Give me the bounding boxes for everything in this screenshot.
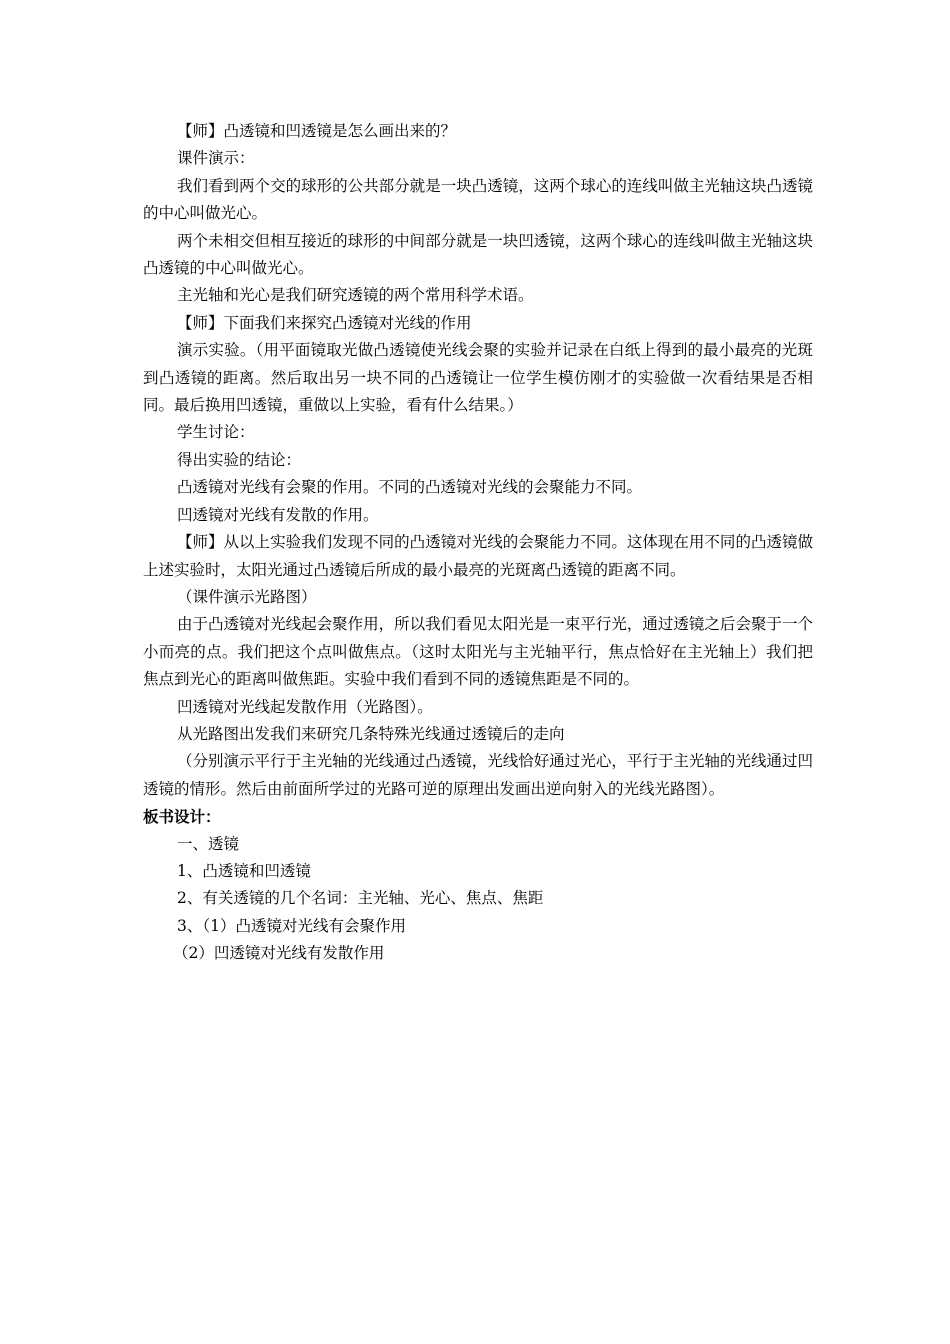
paragraph-terms: 主光轴和光心是我们研究透镜的两个常用科学术语。 — [177, 286, 534, 305]
paragraph-concave-lens-definition: 两个未相交但相互接近的球形的中间部分就是一块凹透镜，这两个球心的连线叫做主光轴这块凸透镜的中心叫做光心。 — [143, 231, 813, 278]
document-body — [143, 118, 813, 968]
paragraph-convex-conclusion: 凸透镜对光线有会聚的作用。不同的凸透镜对光线的会聚能力不同。 — [177, 478, 643, 497]
board-item: 一、透镜 — [177, 834, 240, 853]
paragraph-conclusion-heading: 得出实验的结论： — [177, 450, 302, 469]
paragraph-concave-conclusion: 凹透镜对光线有发散的作用。 — [177, 505, 379, 524]
paragraph-concave-diverge: 凹透镜对光线起发散作用（光路图）。 — [177, 697, 433, 716]
paragraph-convex-lens-definition: 我们看到两个交的球形的公共部分就是一块凸透镜，这两个球心的连线叫做主光轴这块凸透镜的中心叫做光心。 — [143, 176, 813, 223]
paragraph-courseware-demo: 课件演示： — [177, 149, 255, 168]
board-item: （2）凹透镜对光线有发散作用 — [173, 944, 385, 963]
paragraph-special-rays: 从光路图出发我们来研究几条特殊光线通过透镜后的走向 — [177, 724, 565, 743]
paragraph-teacher-question: 【师】凸透镜和凹透镜是怎么画出来的？ — [177, 122, 457, 140]
board-item: 2、有关透镜的几个名词：主光轴、光心、焦点、焦距 — [177, 889, 544, 908]
paragraph-demo-experiment: 演示实验。（用平面镜取光做凸透镜使光线会聚的实验并记录在白纸上得到的最小最亮的光斑到凸透镜的距离。然后取出另一块不同的凸透镜让一位学生模仿刚才的实验做一次看结果是否相同。最后换用凹透镜，重做以上实验，看有什么结果。） — [143, 341, 813, 415]
paragraph-ray-demos: （分别演示平行于主光轴的光线通过凸透镜，光线恰好通过光心，平行于主光轴的光线通过凹透镜的情形。然后由前面所学过的光路可逆的原理出发画出逆向射入的光线光路图）。 — [143, 752, 813, 798]
paragraph-teacher-findings: 【师】从以上实验我们发现不同的凸透镜对光线的会聚能力不同。这体现在用不同的凸透镜做上述实验时，太阳光通过凸透镜后所成的最小最亮的光斑离凸透镜的距离不同。 — [143, 533, 813, 579]
paragraph-light-path-demo: （课件演示光路图） — [177, 587, 317, 606]
board-design-heading: 板书设计： — [143, 807, 221, 827]
paragraph-student-discussion: 学生讨论： — [177, 423, 255, 442]
board-item: 3、（1）凸透镜对光线有会聚作用 — [177, 916, 406, 935]
paragraph-teacher-explore: 【师】下面我们来探究凸透镜对光线的作用 — [177, 313, 472, 332]
board-item: 1、凸透镜和凹透镜 — [177, 861, 311, 880]
paragraph-focal-point: 由于凸透镜对光线起会聚作用，所以我们看见太阳光是一束平行光，通过透镜之后会聚于一个小而亮的点。我们把这个点叫做焦点。（这时太阳光与主光轴平行，焦点恰好在主光轴上）我们把焦点到光心的距离叫做焦距。实验中我们看到不同的透镜焦距是不同的。 — [143, 615, 813, 689]
